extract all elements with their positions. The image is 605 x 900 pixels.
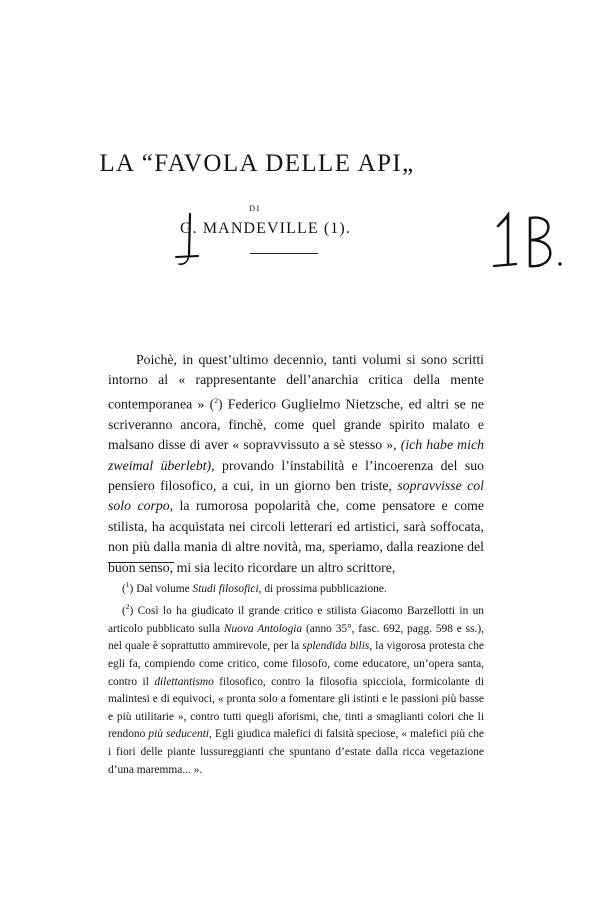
text-run: ) Federico Guglielmo Nietzsche, ed altri se ne scriveranno ancora, finchè, come quel grande spirito malato e malsano disse di aver « sopravvissuto a sè stesso »,: [108, 396, 484, 453]
article-author: [180, 219, 380, 239]
italic-text: Studi filosofici: [192, 582, 259, 595]
author-preposition: DI: [249, 204, 261, 213]
footnote-1: [108, 576, 484, 598]
body-paragraph: [108, 350, 484, 578]
paragraph: [108, 350, 484, 578]
text-run: (anno 35°, fasc. 692, pagg. 598 e ss.), nel quale è soprattutto ammirevole, per la: [108, 622, 484, 653]
footnote-2: [108, 598, 484, 779]
text-run: (: [122, 605, 126, 618]
text-run: , la rumorosa popolarità che, come pensatore e come stilista, ha acquistata nei circoli letterari ed artistici, sarà soffocata, non più dalla mania di altre novità, ma, speriamo, dalla reazione del buon senso, mi sia lecito ricordare un altro scrittore,: [108, 498, 484, 575]
author-note-ref: (1).: [323, 220, 351, 237]
text-run: ) Così lo ha giudicato il grande critico e stilista Giacomo Barzellotti in un articolo pubblicato sulla: [108, 605, 484, 635]
text-run: , di prossima pubblicazione.: [258, 582, 387, 595]
title-rule: [250, 253, 318, 254]
handwritten-shelfmark: [486, 212, 576, 274]
handwritten-left-mark: [172, 210, 202, 268]
text-run: (: [122, 582, 126, 595]
article-title: LA “FAVOLA DELLE API„: [99, 150, 415, 177]
italic-text: Nuova Antologia: [223, 622, 303, 635]
footnote-marker: 1: [125, 580, 130, 589]
footnotes: [108, 576, 484, 779]
text-run: , Egli giudica malefici di falsità speciose, « malefici più che i fiori delle piante lussureggianti che spuntano d’estate dalla ricca vegetazione d’una maremma... ».: [108, 728, 484, 776]
text-run: ) Dal volume: [129, 582, 193, 595]
footnote-marker: 2: [125, 602, 130, 612]
italic-text: più seducenti: [148, 728, 210, 741]
text-run: , provando l’instabilità e l’incoerenza del suo pensiero filosofico, a cui, in un giorno ben triste,: [108, 457, 484, 494]
footnote-marker: 2: [214, 395, 218, 405]
text-run: , la vigorosa protesta che egli fa, compiendo come critico, come filosofo, come educatore, un’opera santa, contro il: [108, 640, 484, 688]
italic-text: sopravvisse col solo corpo: [108, 478, 484, 514]
text-run: filosofico, contro la filosofia spicciola, formicolante di malintesi e di equivoci, « pronta solo a fomentare gli istinti e le passioni più basse e più utilitarie », contro tutti quegli aforismi, che, tinti a smaglianti colori che li rendono: [108, 675, 485, 741]
italic-text: dilettantismo: [154, 675, 214, 688]
italic-text: splendida bilis: [302, 640, 370, 653]
author-name: G. MANDEVILLE: [180, 220, 319, 237]
footnote-rule: [108, 562, 174, 563]
italic-text: (ich habe mich zweimal überlebt): [108, 437, 484, 473]
text-run: Poichè, in quest’ultimo decennio, tanti volumi si sono scritti intorno al « rappresentante dell’anarchia critica della mente contemporanea » (: [108, 352, 484, 412]
